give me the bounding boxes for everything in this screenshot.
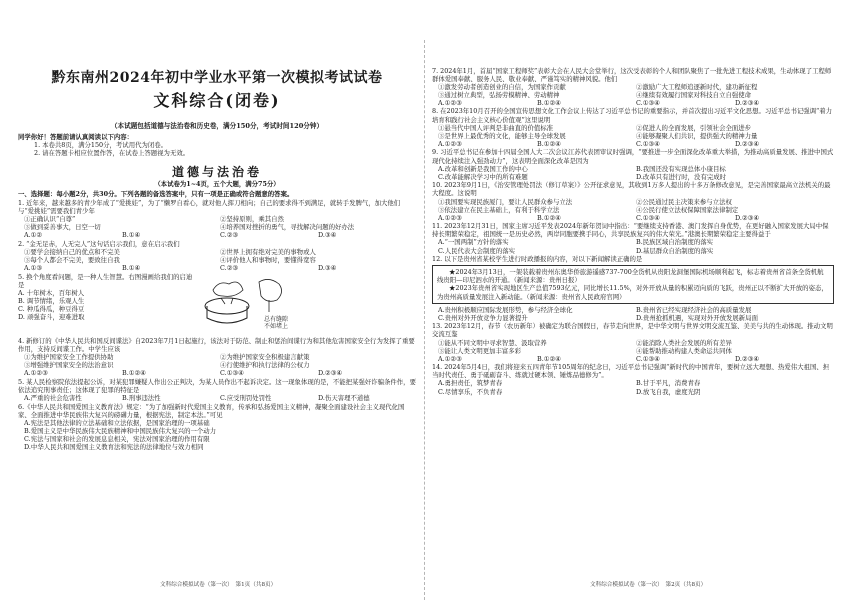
option-list xyxy=(18,264,416,272)
question-stem: 2. “金无足赤，人无完人”这句话启示我们，意在启示我们 xyxy=(18,240,180,249)
option: C.②③ xyxy=(220,264,239,273)
option: A.①②③ xyxy=(438,213,462,222)
right-page xyxy=(432,66,834,396)
page-divider xyxy=(424,40,425,600)
question-stem: 13. 2023年12月，春节（农历新年）被确定为联合国假日，春节走向世界，是中华文明与世界文明交流互鉴、美美与共的生动体现。推动文明交流互鉴 xyxy=(432,322,833,339)
option: A.贵州积极顺应国际发展形势，参与经济全球化 xyxy=(438,305,573,314)
option: ③能让人类文明更加丰富多彩 xyxy=(438,346,522,355)
option-list xyxy=(432,83,834,99)
option: ④行使维护和执行法律的公权力 xyxy=(220,361,310,370)
question-stem: 1. 近年来，越来越多的青少年成了“爱挑娃”，为了“懒罗自看心，就对他人挥刀相向；自己的要求得不到满足，就转手发脾气，加大他们与“爱挑娃”需要我们青少年 xyxy=(18,199,401,216)
option: A.勇担责任，筑梦青春 xyxy=(438,379,503,388)
option: D.基层群众自治制度的落实 xyxy=(636,246,714,255)
option-list xyxy=(432,339,834,355)
option: D.②③④ xyxy=(735,354,760,363)
option: C.①③④ xyxy=(636,139,660,148)
option: C.①③④ xyxy=(636,98,660,107)
option: D.②③④ xyxy=(735,139,760,148)
option: ①激发劳动者创造创业的自信，为国家作贡献 xyxy=(438,82,566,91)
option: C.改革能解决学习中的所有难题 xyxy=(438,172,528,181)
option: C.应受刑罚处罚性 xyxy=(220,394,272,403)
question-stem: 14. 2024年5月4日，我们将迎来五四青年节105周年的纪念日，习近平总书记强调“新时代的中国青年，要树立远大理想、热爱伟大祖国、担当时代责任、勇于砥砺奋斗、练就过硬本领、锤炼品德修为”。 xyxy=(432,363,830,380)
question-stem: 9. 习近平总书记在参加十四届全国人大二次会议江苏代表团审议时强调，“要推进一步全面深化改革重大举措，为推动高质量发展、推进中国式现代化持续注入强劲动力”，这表明全面深化改革是因为 xyxy=(432,148,834,165)
option: ①为维护国家安全工作提供协助 xyxy=(24,353,114,362)
news-item: ★2023年贵州省实现地区生产总值7593亿元，同比增长11.5%，对外开放从量的积累迈向质的飞跃，贵州正以不断扩大开放的姿态，为贵州高质量发展注入新动能。（新闻来源：贵州省人民政府官网） xyxy=(437,284,828,301)
option: B.①②④ xyxy=(537,98,561,107)
option: ④能帮助推动构建人类命运共同体 xyxy=(636,346,732,355)
news-item: ★2024年3月13日，一架装载着贵州东奥华侨旅游遥感737-700全货机从贵阳龙洞堡国际机场顺利起飞，标志着贵州省首条全货机航线贵阳—印尼泗水的开通。（新闻来源：贵州日报） xyxy=(437,268,824,285)
option: ①正确认识“自尊” xyxy=(24,215,76,224)
exam-title: 黔东南州2024年初中学业水平第一次模拟考试试卷 xyxy=(51,70,383,86)
option: B.①④ xyxy=(122,264,141,273)
option-list xyxy=(432,124,834,140)
question-stem: 5. 某人民检察院依法提起公诉，对某犯罪嫌疑人作出公正判决，为某人员作出不起诉决定。这一现象体现的是，不能把某强奸诈骗条件作，要依法追究刑事责任；这体现了犯罪的特征是 xyxy=(18,377,416,394)
option: ②促进人的全面发展，引领社会全面进步 xyxy=(636,123,752,132)
option: D.贵州抢抓机遇，实现对外开放发展新局面 xyxy=(636,313,758,322)
option: ③做到妥善事大，日空一切 xyxy=(24,223,101,232)
option: ①要学会接纳自己的优点和不完美 xyxy=(24,248,120,257)
option: C.①③④ xyxy=(636,354,660,363)
question-stem: 5. 换个角度看问题，是一种人生智慧。右图漫画给我们的启迪是 xyxy=(18,272,193,289)
option-list xyxy=(18,369,416,377)
option: A.改革和创新是我国工作的中心 xyxy=(438,164,528,173)
option: B. 调节情绪，乐观人生 xyxy=(18,297,85,306)
exam-subtitle: 文科综合(闭卷) xyxy=(153,91,281,110)
option: D. 顽强奋斗，迎难进取 xyxy=(18,313,85,322)
question-with-figure xyxy=(18,272,416,336)
option: ③是世界上最优秀的文化，能够主导全球发展 xyxy=(438,131,566,140)
option: C. 种瓜得瓜，种豆得豆 xyxy=(18,305,85,314)
question-group xyxy=(18,199,416,272)
option: ①我国要实现民族厦门，要让人民群众参与立法 xyxy=(438,197,573,206)
option: A.①②③ xyxy=(438,139,462,148)
left-page xyxy=(18,62,416,451)
option: B.①②④ xyxy=(537,354,561,363)
option: ③增强维护国家安全的法治意识 xyxy=(24,361,114,370)
option: A.①②③ xyxy=(438,98,462,107)
option: C.①③④ xyxy=(220,369,244,378)
option: D.中华人民共和国爱国主义教育法和宪法的法律地位与效力相同 xyxy=(24,443,204,452)
option: ④能够凝聚人们共识，提供强大的精神力量 xyxy=(636,131,758,140)
option: D.③④ xyxy=(318,264,337,273)
option: C.②③ xyxy=(220,231,239,240)
section-instruction: 一、选择题：每小题2分，共30分。下列各题的备选答案中，只有一项是正确或符合题意的答案。 xyxy=(18,190,294,199)
option-list xyxy=(18,419,416,451)
notice-item: 1. 本卷共8页，满分150分，考试用代为闭卷。 xyxy=(34,141,168,150)
question-stem: 4. 新修订的《中华人民共和国反间谍法》自2023年7月1日起施行，该法对于防范、制止和惩治间谍行为和其他危害国家安全行为发挥了重要作用，支持反间谍工作。中学生应该 xyxy=(18,336,415,353)
option-list xyxy=(18,248,416,264)
option: ③依法建立在民主基础上，有利于科学立法 xyxy=(438,205,560,214)
section-title: 道德与法治卷 xyxy=(171,165,262,180)
option: A. 十年树木，百年树人 xyxy=(18,289,85,298)
option: D.放飞自我，虚度光阴 xyxy=(636,387,701,396)
option: ①能从不同文明中寻求智慧、汲取营养 xyxy=(438,338,547,347)
question-group xyxy=(432,67,834,264)
option: ②坚持原则，乘其自然 xyxy=(220,215,284,224)
option: C.①③④ xyxy=(636,213,660,222)
option: C.贵州对外开放竞争力显著提升 xyxy=(438,313,528,322)
option: ②为维护国家安全积极建言献策 xyxy=(220,353,310,362)
option: A.①② xyxy=(24,231,43,240)
figure-caption: 总有缝隙 不如堵上 xyxy=(263,316,288,331)
option: A.宪法是其他法律的立法基础和立法依据，是国家治理的一项基础 xyxy=(24,418,210,427)
option-list xyxy=(432,99,834,107)
option: ①悬当代中国人评判是非曲直的价值标准 xyxy=(438,123,554,132)
option: A.①③ xyxy=(24,264,43,273)
option: B.①②④ xyxy=(122,369,146,378)
option-list xyxy=(432,238,834,254)
option: ④继续有效履行国家对科技自立自强使命 xyxy=(636,90,752,99)
option: B.甘于平凡，消费青春 xyxy=(636,379,701,388)
question-stem: 10. 2023年9月1日，《治安管理处罚法（修订草案）》公开征求意见，其收到1万多人提出的十多万条修改意见，是完善国家最高立法机关的最大程度。这说明 xyxy=(432,181,831,198)
question-stem: 11. 2023年12月31日，国家主席习近平发表2024年新年贺词中指出：“要继续支持香港、澳门发挥自身优势，在更好融入国家发展大局中保持长期繁荣稳定，祖国统一是历史必然，两岸同胞要携手同心，共享民族复兴的伟大荣光。”港澳长期繁荣稳定主要得益于 xyxy=(432,222,829,239)
option: A.严重的社会危害性 xyxy=(24,394,82,403)
page-footer: 文科综合模拟试卷（第一次） 第2页（共8页） xyxy=(590,582,707,588)
option-list xyxy=(18,394,416,402)
news-box xyxy=(432,265,834,303)
option: D.伤天害理不道德 xyxy=(318,394,370,403)
option: B.①④ xyxy=(122,231,141,240)
option: C.人民代表大会制度的落实 xyxy=(438,246,515,255)
section-subtitle: （本试卷为1~4页，五个大题，满分75分） xyxy=(154,180,280,189)
option-list xyxy=(432,379,834,395)
option-list xyxy=(18,231,416,239)
option-list xyxy=(432,214,834,222)
option-list xyxy=(18,353,416,369)
option: D.②③④ xyxy=(735,213,760,222)
option: ②公民通过民主决策来参与立法权 xyxy=(636,197,732,206)
option-list xyxy=(432,198,834,214)
option: ②能消除人类社会发展的所有差异 xyxy=(636,338,732,347)
option: ②世界上拥有绝对完美的事物或人 xyxy=(220,248,316,257)
option: D.②③④ xyxy=(318,369,343,378)
option: D.改革只有进行时，没有完成时 xyxy=(636,172,727,181)
option: ②激励广大工程师追逐新时代，建功新征程 xyxy=(636,82,758,91)
option: ③通过树立典型，弘扬劳模精神、劳动精神 xyxy=(438,90,560,99)
exam-scope: （本试题包括道德与法治卷和历史卷，满分150分，考试时间120分钟） xyxy=(110,122,324,130)
question-stem: 8. 在2023年10月召开的全国宣传思想文化工作会议上传达了习近平总书记的重要指示，并首次提出习近平文化思想。习近平总书记强调“着力培育和践行社会主义核心价值观”这里说明 xyxy=(432,107,833,124)
option: A.①②③ xyxy=(438,354,462,363)
question-group xyxy=(432,306,834,396)
option: B.贵州省已经实现经济社会的高质量发展 xyxy=(636,305,752,314)
option: ③每个人都会不完美，要致往自我 xyxy=(24,256,120,265)
option-list xyxy=(432,355,834,363)
option: D.②③④ xyxy=(735,98,760,107)
option: A.“一国两制”方针的落实 xyxy=(438,238,509,247)
option-list xyxy=(432,165,834,181)
option: ④公民行使立法权保障国家法律制定 xyxy=(636,205,739,214)
option: A.①②③ xyxy=(24,369,48,378)
option: B.我国还没有实现总体小康目标 xyxy=(636,164,726,173)
page-footer: 文科综合模拟试卷（第一次） 第1页（共8页） xyxy=(160,582,277,588)
option: B.①②④ xyxy=(537,213,561,222)
option: B.民族区域自治制度的落实 xyxy=(636,238,714,247)
cartoon-figure xyxy=(199,272,304,336)
option: ④培养国对挫折的勇气，寻找解决问题的好办法 xyxy=(220,223,355,232)
option: B.①②④ xyxy=(537,139,561,148)
question-stem: 12. 以下是贵州省某校学生进行时政播报的内容，对以下新闻解读正确的是 xyxy=(432,255,643,264)
notice-heading: 同学你好！答题前请认真阅读以下内容： xyxy=(18,133,134,142)
question-group xyxy=(18,337,416,451)
option: C.宪法与国家和社会的发展息息相关，宪法对国家治理的作用有限 xyxy=(24,435,210,444)
option: B.刑事违法性 xyxy=(122,394,161,403)
option-list xyxy=(18,215,416,231)
option: C.尽情享乐，不负青春 xyxy=(438,387,503,396)
option-list xyxy=(432,306,834,322)
option: D.③④ xyxy=(318,231,337,240)
option-list xyxy=(432,140,834,148)
option: B.爱国主义是中华民族伟大民族精神和中国民族伟大复兴的一个动力 xyxy=(24,426,217,435)
question-stem: 6.《中华人民共和国爱国主义教育法》规定：“为了加强新时代爱国主义教育，传承和弘扬爱国主义精神，凝聚全面建设社会主义现代化国家、全面推进中华民族伟大复兴的磅礴力量，根据宪法，制定本法。”可见 xyxy=(18,402,405,419)
question-stem: 7. 2024年1月，首届“国家工程师奖”表彰大会在人民大会堂举行，这次受表彰的个人和团队聚焦了一批先进工程技术成果，生动体现了工程师群体爱国奉献、服务人民、敬业奉献、严谨笃实的精神风貌。他们 xyxy=(432,66,832,83)
notice-item: 2. 请在答题卡相应位置作答，在试卷上答题视为无效。 xyxy=(34,149,190,158)
option: ④评价他人和事物时，要懂得宽容 xyxy=(220,256,316,265)
